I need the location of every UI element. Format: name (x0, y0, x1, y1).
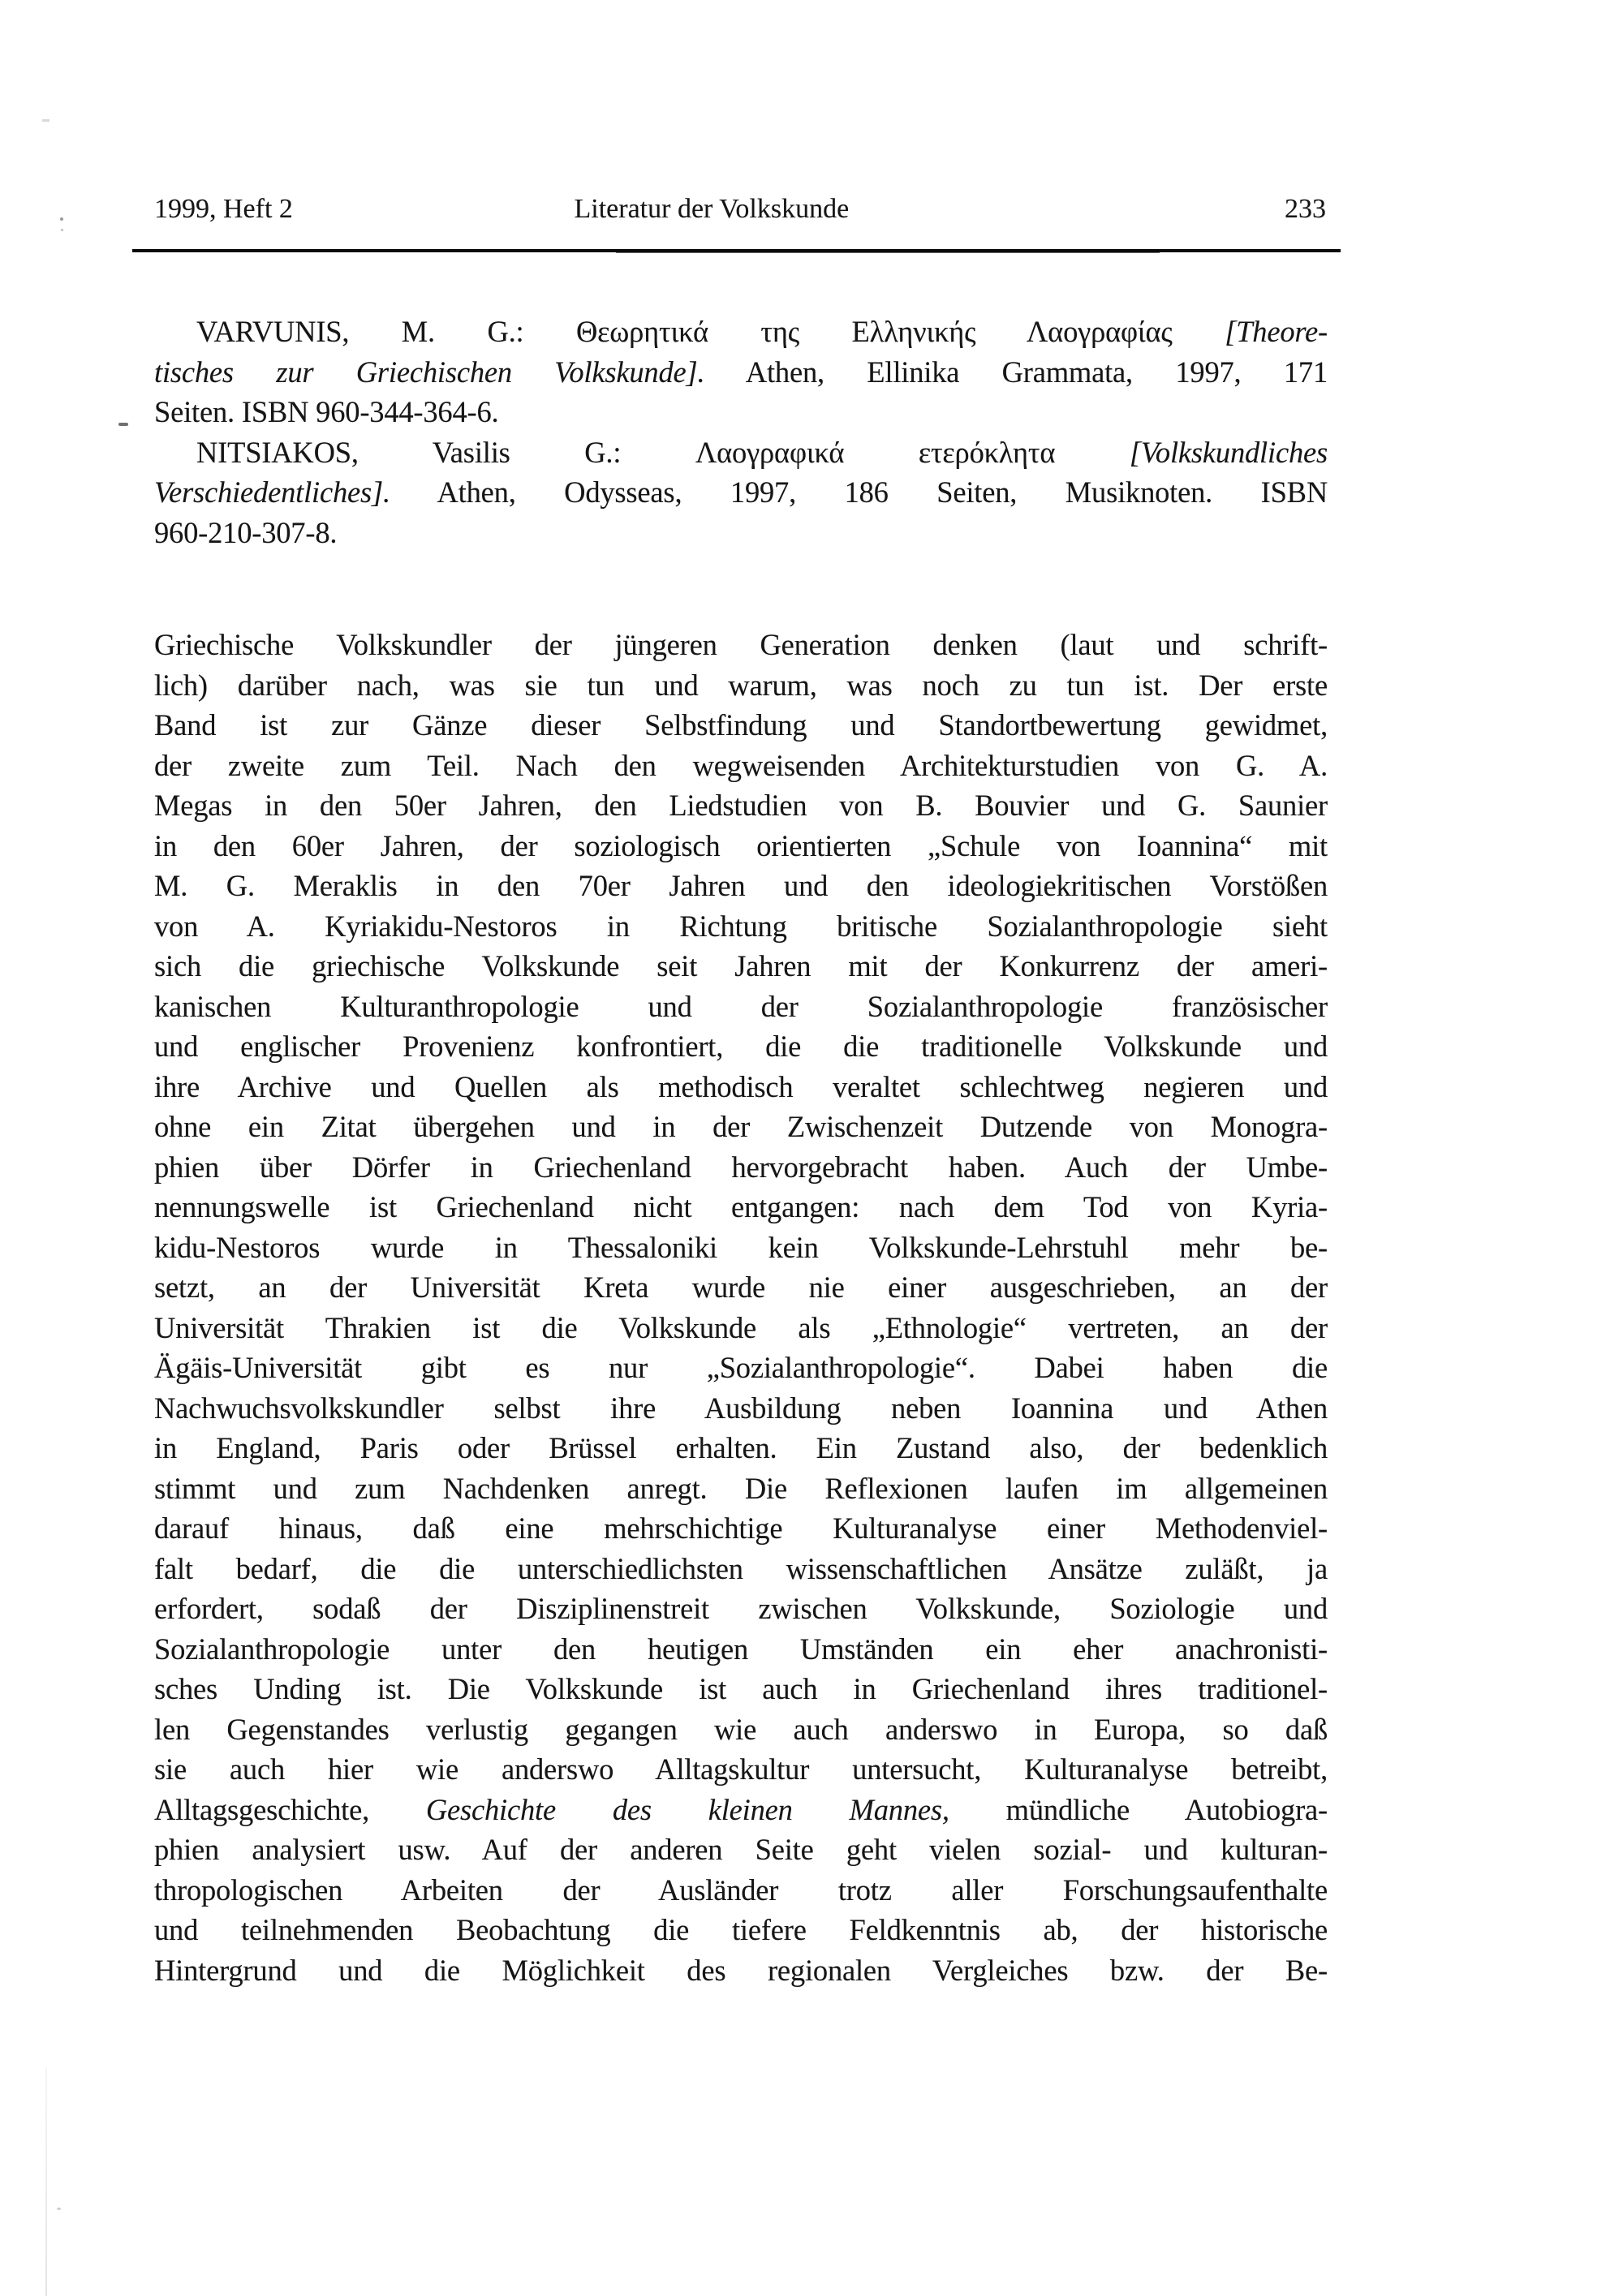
text-segment: der zweite zum Teil. Nach den wegweisenden Architekturstudien von G. A. (154, 748, 1328, 782)
text-segment: 960-210-307-8. (154, 515, 338, 549)
text-segment: sie auch hier wie anderswo Alltagskultur untersucht, Kulturanalyse betreibt, (154, 1752, 1328, 1786)
text-segment: sich die griechische Volkskunde seit Jahren mit der Konkurrenz der ameri- (154, 949, 1328, 982)
text-line (154, 1749, 1328, 1790)
text-segment: ohne ein Zitat übergehen und in der Zwischenzeit Dutzende von Monogra- (154, 1110, 1328, 1143)
text-segment: Universität Thrakien ist die Volkskunde als „Ethnologie“ vertreten, an der (154, 1310, 1328, 1344)
text-line (154, 432, 1328, 473)
text-segment: sches Unding ist. Die Volkskunde ist auch in Griechenland ihres traditionel- (154, 1672, 1328, 1705)
text-segment: M. G. Meraklis in den 70er Jahren und den ideologiekritischen Vorstößen (154, 869, 1328, 902)
text-segment: kanischen Kulturanthropologie und der Sozialanthropologie französischer (154, 989, 1328, 1023)
text-segment: lich) darüber nach, was sie tun und warum, was noch zu tun ist. Der erste (154, 668, 1328, 702)
text-segment: Nachwuchsvolkskundler selbst ihre Ausbildung neben Ioannina und Athen (154, 1391, 1328, 1425)
text-segment: Seiten. ISBN 960-344-364-6. (154, 395, 499, 428)
text-line (154, 1308, 1328, 1348)
text-segment: NITSIAKOS, Vasilis G.: Λαογραφικά ετερόκλητα (196, 435, 1130, 469)
text-line (154, 826, 1328, 866)
text-line (154, 1629, 1328, 1670)
text-segment: stimmt und zum Nachdenken anregt. Die Reflexionen laufen im allgemeinen (154, 1471, 1328, 1505)
text-line (154, 746, 1328, 786)
text-segment: len Gegenstandes verlustig gegangen wie auch anderswo in Europa, so daß (154, 1712, 1328, 1746)
text-line (154, 866, 1328, 906)
text-segment: Sozialanthropologie unter den heutigen Umständen ein eher anachronisti- (154, 1632, 1328, 1666)
text-line (154, 1428, 1328, 1468)
header-issue: 1999, Heft 2 (154, 194, 293, 224)
scan-artifact-speck (57, 2208, 61, 2210)
text-line (154, 312, 1328, 352)
text-segment: falt bedarf, die die unterschiedlichsten wissenschaftlichen Ansätze zuläßt, ja (154, 1551, 1328, 1585)
text-line (154, 1067, 1328, 1107)
text-line (154, 1267, 1328, 1308)
text-line (154, 1228, 1328, 1268)
bibliography-entries (154, 312, 1328, 553)
text-segment: Alltagsgeschichte, (154, 1792, 426, 1826)
text-line (154, 472, 1328, 513)
text-line (154, 1508, 1328, 1549)
text-segment: in England, Paris oder Brüssel erhalten. Ein Zustand also, der bedenklich (154, 1431, 1328, 1464)
italic-text-segment: Verschiedentliches]. (154, 475, 390, 509)
text-segment: Megas in den 50er Jahren, den Liedstudien von B. Bouvier und G. Saunier (154, 789, 1328, 822)
text-line (154, 665, 1328, 706)
text-segment: Griechische Volkskundler der jüngeren Generation denken (laut und schrift- (154, 628, 1328, 661)
text-line (154, 1829, 1328, 1870)
text-line (154, 1348, 1328, 1388)
text-segment: ihre Archive und Quellen als methodisch veraltet schlechtweg negieren und (154, 1069, 1328, 1103)
review-paragraph (154, 625, 1328, 1990)
text-line (154, 1589, 1328, 1629)
text-line (154, 987, 1328, 1027)
scan-artifact-speck (61, 229, 63, 231)
text-line (154, 1107, 1328, 1147)
text-line (154, 785, 1328, 826)
scan-artifact-streak (45, 2067, 47, 2296)
text-line (154, 1026, 1328, 1067)
scan-artifact-speck (60, 217, 63, 221)
header-page-number: 233 (1285, 194, 1326, 224)
text-line (154, 1187, 1328, 1228)
text-line (154, 906, 1328, 947)
text-segment: in den 60er Jahren, der soziologisch orientierten „Schule von Ioannina“ mit (154, 828, 1328, 862)
text-line (154, 1910, 1328, 1950)
bibliography-entry-varvunis (154, 312, 1328, 432)
text-line (154, 625, 1328, 665)
bibliography-entry-nitsiakos (154, 432, 1328, 553)
text-segment: phien analysiert usw. Auf der anderen Seite geht vielen sozial- und kulturan- (154, 1833, 1328, 1866)
header-journal-title: Literatur der Volkskunde (574, 194, 850, 224)
text-segment: Athen, Odysseas, 1997, 186 Seiten, Musiknoten. ISBN (390, 475, 1328, 509)
text-segment: erfordert, sodaß der Disziplinenstreit zwischen Volkskunde, Soziologie und (154, 1592, 1328, 1625)
text-line (154, 392, 1328, 432)
text-line (154, 1669, 1328, 1709)
text-segment: setzt, an der Universität Kreta wurde nie einer ausgeschrieben, an der (154, 1271, 1328, 1304)
text-line (154, 1549, 1328, 1589)
text-line (154, 1468, 1328, 1509)
text-segment: nennungswelle ist Griechenland nicht entgangen: nach dem Tod von Kyria- (154, 1190, 1328, 1223)
text-segment: VARVUNIS, M. G.: Θεωρητικά της Ελληνικής Λαογραφίας (196, 315, 1225, 348)
text-line (154, 1388, 1328, 1429)
text-segment: und englischer Provenienz konfrontiert, die die traditionelle Volkskunde und (154, 1030, 1328, 1063)
text-line (154, 352, 1328, 393)
text-line (154, 1790, 1328, 1830)
header-rule (132, 249, 1341, 252)
text-line (154, 1147, 1328, 1188)
page-header (154, 191, 1328, 227)
text-line (154, 513, 1328, 553)
text-segment: thropologischen Arbeiten der Ausländer trotz aller Forschungsaufenthalte (154, 1872, 1328, 1907)
text-segment: darauf hinaus, daß eine mehrschichtige Kulturanalyse einer Methodenviel- (154, 1511, 1328, 1545)
text-segment: Ägäis-Universität gibt es nur „Sozialanthropologie“. Dabei haben die (154, 1351, 1328, 1384)
text-segment: mündliche Autobiogra- (949, 1792, 1328, 1826)
text-line (154, 1870, 1328, 1911)
text-segment: kidu-Nestoros wurde in Thessaloniki kein Volkskunde-Lehrstuhl mehr be- (154, 1230, 1328, 1264)
text-line (154, 1709, 1328, 1750)
text-segment: von A. Kyriakidu-Nestoros in Richtung britische Sozialanthropologie sieht (154, 909, 1328, 943)
scan-artifact-dash (118, 423, 128, 426)
text-segment: Athen, Ellinika Grammata, 1997, 171 (704, 355, 1328, 389)
italic-text-segment: Geschichte des kleinen Mannes, (425, 1792, 949, 1826)
italic-text-segment: [Theore- (1225, 315, 1328, 348)
scan-artifact-dash (42, 119, 50, 122)
text-segment: und teilnehmenden Beobachtung die tiefere Feldkenntnis ab, der historische (154, 1913, 1328, 1946)
italic-text-segment: tisches zur Griechischen Volkskunde]. (154, 355, 705, 389)
text-segment: Band ist zur Gänze dieser Selbstfindung und Standortbewertung gewidmet, (154, 708, 1328, 742)
text-segment: Hintergrund und die Möglichkeit des regionalen Vergleiches bzw. der Be- (154, 1953, 1328, 1987)
text-line (154, 946, 1328, 987)
italic-text-segment: [Volkskundliches (1129, 435, 1328, 469)
text-line (154, 1950, 1328, 1991)
text-line (154, 705, 1328, 746)
text-segment: phien über Dörfer in Griechenland hervorgebracht haben. Auch der Umbe- (154, 1150, 1328, 1184)
